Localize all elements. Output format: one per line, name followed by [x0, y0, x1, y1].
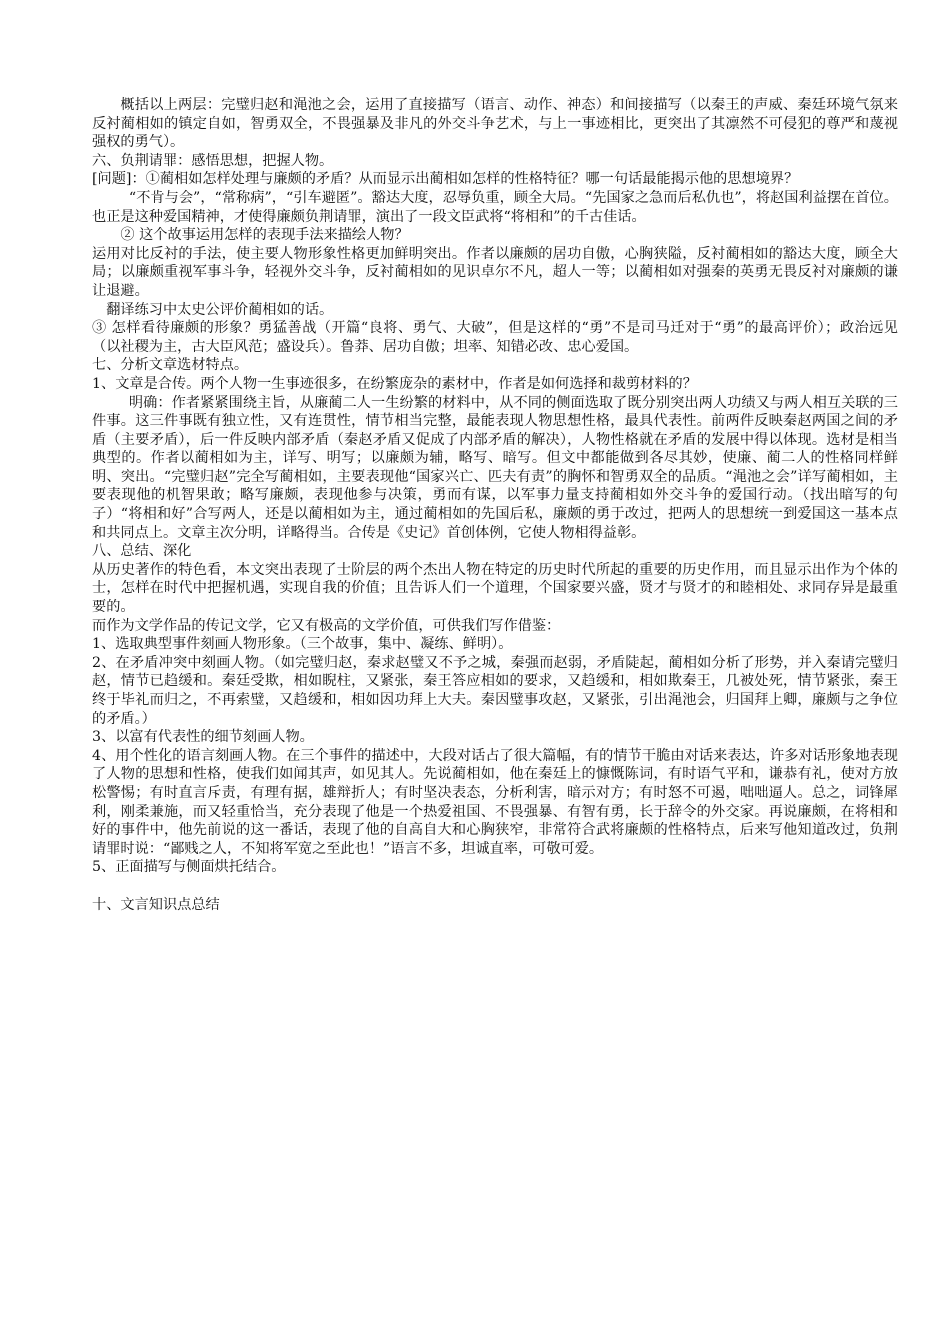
answer-selection: 明确：作者紧紧围绕主旨，从廉蔺二人一生纷繁的材料中，从不同的侧面选取了既分别突出两人功绩又与两人相互关联的三件事。这三件事既有独立性，又有连贯性，情节相当完整，最能表现人物思想性格，最具代表性。前两件反映秦赵两国之间的矛盾（主要矛盾），后一件反映内部矛盾（秦赵矛盾又促成了内部矛盾的解决），人物性格就在矛盾的发展中得以体现。选材是相当典型的。作者以蔺相如为主，详写、明写；以廉颇为辅，略写、暗写。但文中都能做到各尽其妙，使廉、蔺二人的性格同样鲜明、突出。“完璧归赵”完全写蔺相如，主要表现他“国家兴亡、匹夫有责”的胸怀和智勇双全的品质。“渑池之会”详写蔺相如，主要表现他的机智果敢；略写廉颇，表现他参与决策，勇而有谋，以军事力量支持蔺相如外交斗争的爱国行动。（找出暗写的句子）“将相和好”合写两人，还是以蔺相如为主，通过蔺相如的先国后私，廉颇的勇于改过，把两人的思想统一到爱国这一基本点和共同点上。文章主次分明，详略得当。合传是《史记》首创体例，它使人物相得益彰。	[92, 394, 898, 541]
heading-section-7: 七、分析文章选材特点。	[92, 357, 249, 374]
heading-section-8: 八、总结、深化	[92, 543, 192, 560]
answer-2: 运用对比反衬的手法，使主要人物形象性格更加鲜明突出。作者以廉颇的居功自傲，心胸狭隘，反衬蔺相如的豁达大度，顾全大局；以廉颇重视军事斗争，轻视外交斗争，反衬蔺相如的见识卓尔不凡，超人一等；以蔺相如对强秦的英勇无畏反衬对廉颇的谦让退避。	[92, 245, 898, 299]
paragraph-history: 从历史著作的特色看，本文突出表现了士阶层的两个杰出人物在特定的历史时代所起的重要的历史作用，而且显示出作为个体的士，怎样在时代中把握机遇，实现自我的价值；且告诉人们一个道理，个国家要兴盛，贤才与贤才的和睦相处、求同存异是最重要的。	[92, 561, 898, 616]
point-1: 1、选取典型事件刻画人物形象。（三个故事，集中、凝练、鲜明）。	[92, 636, 513, 653]
answer-1: “不肯与会”，“常称病”，“引车避匿”。豁达大度，忍辱负重，顾全大局。“先国家之急而后私仇也”，将赵国利益摆在首位。也正是这种爱国精神，才使得廉颇负荆请罪，演出了一段文臣武将“将相和”的千古佳话。	[92, 189, 898, 225]
point-3: 3、以富有代表性的细节刻画人物。	[92, 729, 314, 746]
question-1: [问题]：①蔺相如怎样处理与廉颇的矛盾？从而显示出蔺相如怎样的性格特征？哪一句话最能揭示他的思想境界？	[92, 171, 799, 188]
heading-section-10: 十、文言知识点总结	[92, 896, 220, 913]
point-5: 5、正面描写与侧面烘托结合。	[92, 859, 286, 876]
question-3: ③ 怎样看待廉颇的形象？勇猛善战（开篇“良将、勇气、大破”，但是这样的“勇”不是司马迁对于“勇”的最高评价）；政治远见（以社稷为主，古大臣风范；盛设兵）。鲁莽、居功自傲；坦率、知错必改、忠心爱国。	[92, 320, 898, 355]
heading-section-6: 六、负荆请罪：感悟思想，把握人物。	[92, 152, 334, 169]
question-selection: 1、文章是合传。两个人物一生事迹很多，在纷繁庞杂的素材中，作者是如何选择和裁剪材料的？	[92, 375, 697, 392]
paragraph-literature: 而作为文学作品的传记文学，它又有极高的文学价值，可供我们写作借鉴：	[92, 617, 561, 634]
translation-exercise: 翻译练习中太史公评价蔺相如的话。	[106, 301, 334, 318]
document-page	[92, 96, 898, 914]
point-4: 4、用个性化的语言刻画人物。在三个事件的描述中，大段对话占了很大篇幅，有的情节干脆由对话来表达，许多对话形象地表现了人物的思想和性格，使我们如闻其声，如见其人。先说蔺相如，他在秦廷上的慷慨陈词，有时语气平和，谦恭有礼，使对方放松警惕；有时直言斥责，有理有据，雄辩折人；有时坚决表态，分析利害，暗示对方；有时怒不可遏，咄咄逼人。总之，词锋犀利，刚柔兼施，而又轻重恰当，充分表现了他是一个热爱祖国、不畏强暴、有智有勇，长于辞令的外交家。再说廉颇，在将相和好的事件中，他先前说的这一番话，表现了他的自高自大和心胸狭窄，非常符合武将廉颇的性格特点，后来写他知道改过，负荆请罪时说：“鄙贱之人，不知将军宽之至此也！”语言不多，坦诚直率，可敬可爱。	[92, 747, 898, 857]
question-2: ② 这个故事运用怎样的表现手法来描绘人物？	[120, 227, 409, 244]
point-2: 2、在矛盾冲突中刻画人物。（如完璧归赵，秦求赵璧又不予之城，秦强而赵弱，矛盾陡起，蔺相如分析了形势，并入秦请完璧归赵，情节已趋缓和。秦廷受欺，相如睨柱，又紧张，秦王答应相如的要求，又趋缓和，相如欺秦王，几被处死，情节紧张，秦王终于毕礼而归之，不再索璧，又趋缓和，相如因功拜上大夫。秦因璧事攻赵，又紧张，引出渑池会，归国拜上卿，廉颇与之争位的矛盾。）	[92, 654, 898, 727]
paragraph-summary: 概括以上两层：完璧归赵和渑池之会，运用了直接描写（语言、动作、神态）和间接描写（以秦王的声威、秦廷环境气氛来反衬蔺相如的镇定自如，智勇双全，不畏强暴及非凡的外交斗争艺术，与上一事迹相比，更突出了其凛然不可侵犯的尊严和蔑视强权的勇气）。	[92, 97, 898, 151]
blank-line	[92, 877, 898, 896]
